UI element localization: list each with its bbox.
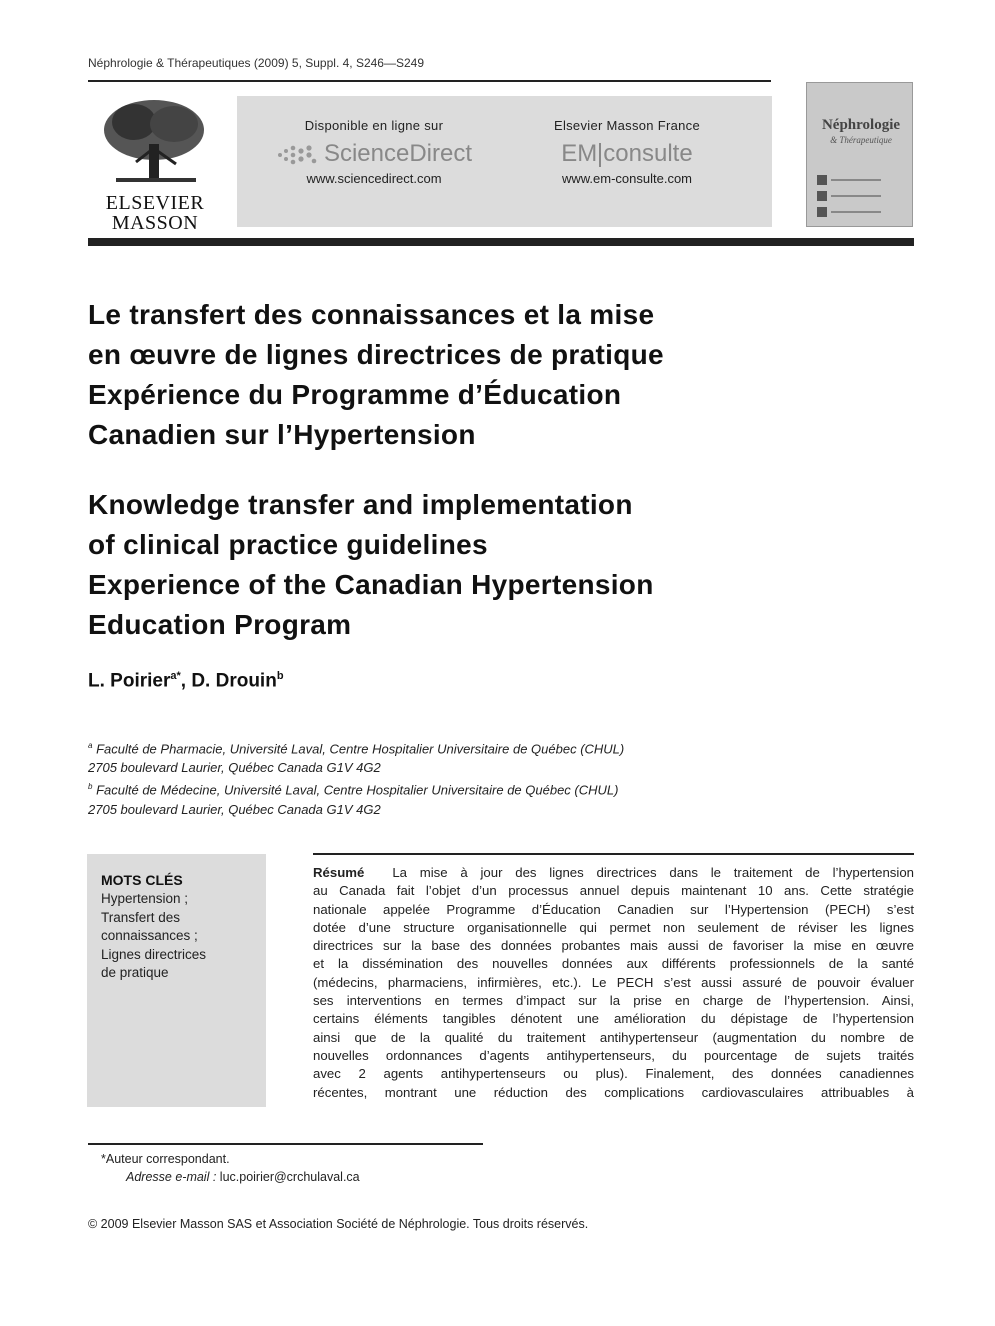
article-title-french — [88, 295, 788, 455]
sciencedirect-dots-icon — [276, 144, 318, 166]
abstract-heading: Résumé — [313, 865, 365, 880]
emconsulte-brand-em: EM — [561, 140, 598, 167]
journal-cover-thumbnail[interactable] — [806, 82, 913, 227]
sciencedirect-block[interactable] — [259, 118, 489, 186]
emconsulte-brand — [507, 139, 747, 169]
copyright-notice: © 2009 Elsevier Masson SAS et Association Société de Néphrologie. Tous droits réservés. — [88, 1217, 589, 1231]
abstract-line — [313, 864, 914, 882]
keyword-line: Hypertension ; — [101, 891, 189, 906]
abstract — [313, 864, 914, 1102]
abstract-line: nationale appelée Programme d’Éducation Canadien sur l’Hypertension (PECH) s’est — [313, 901, 914, 917]
author-separator: , — [180, 670, 192, 692]
abstract-line: au Canada fait l’objet d’un processus annuel depuis maintenant 10 ans. Cette stratégie — [313, 883, 914, 899]
abstract-line: dotée d’une structure organisationnelle qui permet non seulement de réviser les lignes — [313, 919, 914, 935]
article-title-english — [88, 485, 788, 645]
title-fr-line: Canadien sur l’Hypertension — [88, 419, 476, 450]
title-en-line: Experience of the Canadian Hypertension — [88, 569, 654, 600]
publisher-logo — [94, 96, 216, 234]
affiliation-line — [88, 777, 624, 799]
abstract-line: certains éléments tangibles dénotent une amélioration du dépistage de l’hypertension — [313, 1011, 914, 1027]
online-availability-banner — [237, 96, 772, 227]
author-affiliation-mark[interactable]: b — [276, 670, 284, 682]
abstract-rule — [313, 853, 914, 855]
author-affiliation-mark[interactable]: a* — [170, 670, 181, 682]
email-label: Adresse e-mail : — [126, 1170, 217, 1184]
keywords-title: MOTS CLÉS — [101, 872, 183, 888]
affiliation-text: Faculté de Médecine, Université Laval, Centre Hospitalier Universitaire de Québec (CHUL) — [96, 782, 619, 798]
title-en-line: Education Program — [88, 609, 352, 640]
emconsulte-block[interactable] — [507, 118, 747, 186]
abstract-line: directrices sur la base des données probantes mais aussi de favoriser la mise en œuvre — [313, 938, 914, 954]
sciencedirect-url[interactable]: www.sciencedirect.com — [306, 171, 442, 186]
affiliation-line — [88, 800, 624, 819]
author-name: L. Poirier — [88, 670, 171, 692]
abstract-line: nouvelles ordonnances d’agents antihypertenseurs, du pourcentage de sujets traités — [313, 1047, 914, 1063]
title-fr-line: Le transfert des connaissances et la mise — [88, 299, 655, 330]
title-en-line: of clinical practice guidelines — [88, 529, 488, 560]
keywords-box — [87, 854, 266, 1107]
abstract-line: avec 2 agents antihypertenseurs ou plus). Finalement, des données canadiennes — [313, 1066, 914, 1082]
affiliation-mark: a — [88, 741, 93, 750]
footnote-rule — [88, 1143, 483, 1145]
emconsulte-brand-consulte: consulte — [603, 140, 693, 167]
title-fr-line: Expérience du Programme d’Éducation — [88, 379, 622, 410]
abstract-line: (médecins, pharmaciens, infirmières, etc.). Le PECH s’est aussi assuré de pouvoir évaluer — [313, 974, 914, 990]
logo-word-elsevier: ELSEVIER — [105, 192, 205, 214]
cover-artwork-icon — [817, 175, 905, 219]
keywords-list — [101, 890, 206, 983]
journal-reference: Néphrologie & Thérapeutiques (2009) 5, Suppl. 4, S246—S249 — [88, 56, 425, 70]
keyword-line: Lignes directrices — [101, 946, 207, 962]
affiliations — [88, 736, 624, 819]
author-list — [88, 670, 284, 692]
abstract-line: ses interventions en termes d’impact sur la prise en charge de l’hypertension. Ainsi, — [313, 993, 914, 1009]
corresponding-author-note: *Auteur correspondant. — [101, 1152, 230, 1166]
keyword-line: connaissances ; — [101, 928, 198, 943]
affiliation-text: Faculté de Pharmacie, Université Laval, Centre Hospitalier Universitaire de Québec (CHUL) — [96, 741, 625, 757]
elsevier-tree-icon — [94, 96, 216, 188]
keyword-line: de pratique — [101, 965, 169, 980]
keyword-line: Transfert des — [101, 909, 181, 925]
abstract-line: récentes, montrant une réduction des complications cardiovasculaires attribuables à — [313, 1084, 914, 1100]
affiliation-text: 2705 boulevard Laurier, Québec Canada G1V 4G2 — [88, 760, 381, 776]
emconsulte-url[interactable]: www.em-consulte.com — [561, 171, 693, 186]
sciencedirect-brand — [259, 139, 489, 169]
cover-subtitle: & Thérapeutique — [830, 135, 892, 145]
emconsulte-label: Elsevier Masson France — [553, 118, 701, 133]
affiliation-line — [88, 736, 624, 758]
header-rule — [88, 80, 771, 82]
affiliation-line — [88, 758, 624, 777]
title-fr-line: en œuvre de lignes directrices de pratique — [88, 339, 664, 370]
affiliation-mark: b — [88, 782, 93, 792]
header-thick-rule — [88, 238, 914, 246]
title-en-line: Knowledge transfer and implementation — [88, 489, 633, 520]
abstract-line: et la dissémination des nouvelles données aux différents professionnels de la santé — [313, 956, 914, 972]
logo-word-masson: MASSON — [111, 212, 199, 234]
abstract-first-line: La mise à jour des lignes directrices dans le traitement de l’hypertension — [392, 865, 914, 880]
email-link[interactable]: luc.poirier@crchulaval.ca — [219, 1170, 360, 1184]
sciencedirect-brand-text: ScienceDirect — [323, 140, 473, 167]
sciencedirect-label: Disponible en ligne sur — [304, 118, 444, 133]
abstract-line: ainsi que de la qualité du traitement antihypertenseur (augmentation du nombre de — [313, 1029, 914, 1045]
author-name: D. Drouin — [191, 670, 277, 692]
cover-title: Néphrologie — [821, 117, 901, 133]
emconsulte-divider — [599, 143, 601, 167]
email-note — [126, 1170, 360, 1184]
affiliation-text: 2705 boulevard Laurier, Québec Canada G1V 4G2 — [88, 801, 381, 817]
